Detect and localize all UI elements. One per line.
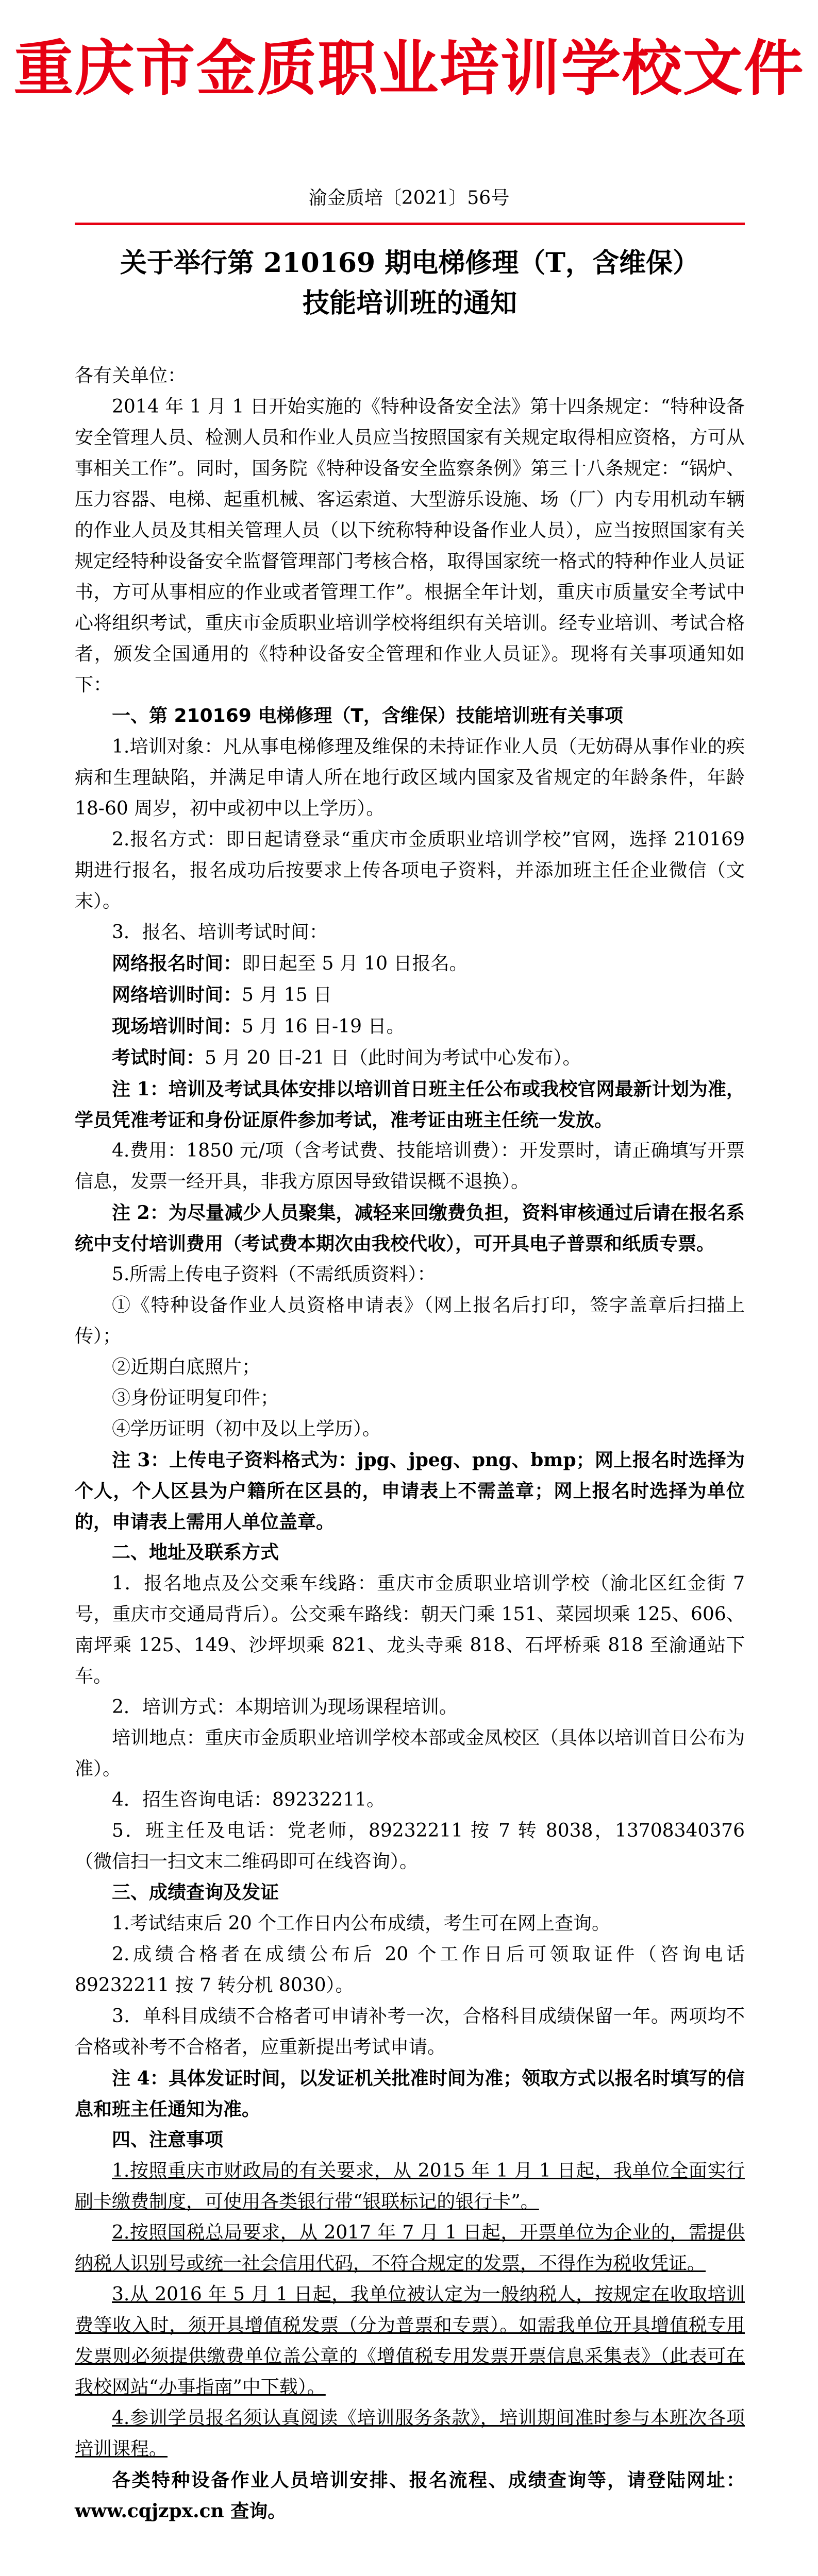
notice-title — [62, 243, 758, 324]
closing-paragraph: 各类特种设备作业人员培训安排、报名流程、成绩查询等，请登陆网址：www.cqjzpx.cn 查询。 — [75, 2469, 745, 2522]
exam-time-label: 考试时间： — [112, 1047, 205, 1069]
notice-title-line2: 技能培训班的通知 — [302, 287, 517, 319]
notice-title-line1: 关于举行第 210169 期电梯修理（T，含维保） — [120, 247, 699, 279]
section-1-item-4: 4.费用：1850 元/项（含考试费、技能培训费）：开发票时，请正确填写开票信息，发票一经开具，非我方原因导致错误概不退换）。 — [75, 1140, 745, 1192]
section-4-item-4: 4.参训学员报名须认真阅读《培训服务条款》，培训期间准时参与本班次各项培训课程。 — [75, 2408, 745, 2460]
section-1-item-5-c: ③身份证明复印件； — [112, 1387, 279, 1409]
document-header-title: 重庆市金质职业培训学校文件 — [13, 34, 805, 104]
note-2: 注 2：为尽量减少人员聚集，减轻来回缴费负担，资料审核通过后请在报名系统中支付培训费用（考试费本期次由我校代收），可开具电子普票和纸质专票。 — [75, 1202, 745, 1255]
section-1-item-2: 2.报名方式：即日起请登录“重庆市金质职业培训学校”官网，选择 210169 期进行报名，报名成功后按要求上传各项电子资料，并添加班主任企业微信（文末）。 — [75, 829, 745, 912]
section-2-item-5: 5．班主任及电话：党老师，89232211 按 7 转 8038，13708340376（微信扫一扫文末二维码即可在线咨询）。 — [75, 1820, 745, 1872]
section-2-item-1: 1．报名地点及公交乘车线路：重庆市金质职业培训学校（渝北区红金街 7 号，重庆市交通局背后）。公交乘车路线：朝天门乘 151、菜园坝乘 125、606、南坪乘 125、149、沙坪坝乘 821、龙头寺乘 818、石坪桥乘 818 至渝通站下车。 — [75, 1573, 745, 1687]
section-1-heading: 一、第 210169 电梯修理（T，含维保）技能培训班有关事项 — [112, 705, 623, 726]
onsite-training-value: 5 月 16 日-19 日。 — [242, 1016, 405, 1037]
network-training-row — [75, 979, 745, 1011]
section-1-item-5-d: ④学历证明（初中及以上学历）。 — [112, 1418, 381, 1439]
section-4-item-1: 1.按照重庆市财政局的有关要求，从 2015 年 1 月 1 日起，我单位全面实行刷卡缴费制度，可使用各类银行带“银联标记的银行卡”。 — [75, 2160, 745, 2212]
online-registration-label: 网络报名时间： — [112, 953, 242, 974]
section-2-address: 培训地点：重庆市金质职业培训学校本部或金凤校区（具体以培训首日公布为准）。 — [75, 1727, 745, 1780]
section-1-item-5: 5.所需上传电子资料（不需纸质资料）： — [112, 1264, 436, 1285]
section-3-item-2: 2.成绩合格者在成绩公布后 20 个工作日后可领取证件（咨询电话 89232211 按 7 转分机 8030）。 — [75, 1944, 745, 1996]
section-4-item-3: 3.从 2016 年 5 月 1 日起，我单位被认定为一般纳税人，按规定在收取培训费等收入时，须开具增值税发票（分为普票和专票）。如需我单位开具增值税专用发票则必须提供缴费单位盖公章的《增值税专用发票开票信息采集表》（此表可在我校网站“办事指南”中下载）。 — [75, 2284, 745, 2398]
section-2-item-4: 4．招生咨询电话：89232211。 — [112, 1789, 386, 1810]
note-1: 注 1：培训及考试具体安排以培训首日班主任公布或我校官网最新计划为准，学员凭准考证和身份证原件参加考试，准考证由班主任统一发放。 — [75, 1078, 745, 1131]
note-4: 注 4：具体发证时间，以发证机关批准时间为准；领取方式以报名时填写的信息和班主任通知为准。 — [75, 2067, 745, 2120]
section-1-item-5-b: ②近期白底照片； — [112, 1357, 261, 1378]
online-registration-value: 即日起至 5 月 10 日报名。 — [242, 953, 468, 974]
network-training-label: 网络培训时间： — [112, 984, 242, 1006]
network-training-value: 5 月 15 日 — [242, 985, 332, 1006]
note-3: 注 3：上传电子资料格式为：jpg、jpeg、png、bmp；网上报名时选择为个人，个人区县为户籍所在区县的，申请表上不需盖章；网上报名时选择为单位的，申请表上需用人单位盖章。 — [75, 1449, 745, 1533]
online-registration-row — [75, 948, 745, 979]
section-3-heading: 三、成绩查询及发证 — [112, 1882, 279, 1903]
exam-time-value: 5 月 20 日-21 日（此时间为考试中心发布）。 — [205, 1047, 581, 1069]
section-2-item-2: 2．培训方式：本期培训为现场课程培训。 — [112, 1697, 458, 1718]
section-1-item-5-a: ①《特种设备作业人员资格申请表》（网上报名后打印，签字盖章后扫描上传）； — [75, 1295, 745, 1347]
document-number: 渝金质培〔2021〕56号 — [308, 188, 510, 209]
exam-time-row — [75, 1042, 745, 1074]
onsite-training-row — [75, 1011, 745, 1042]
onsite-training-label: 现场培训时间： — [112, 1015, 242, 1037]
salutation: 各有关单位： — [75, 365, 187, 386]
section-4-heading: 四、注意事项 — [112, 2129, 224, 2150]
section-1-item-3-title: 3．报名、培训考试时间： — [112, 922, 328, 943]
red-divider-line — [75, 223, 745, 225]
document-body — [75, 361, 745, 2527]
section-3-item-1: 1.考试结束后 20 个工作日内公布成绩，考生可在网上查询。 — [112, 1913, 611, 1934]
section-3-item-3: 3．单科目成绩不合格者可申请补考一次，合格科目成绩保留一年。两项均不合格或补考不合格者，应重新提出考试申请。 — [75, 2006, 745, 2058]
section-2-heading: 二、地址及联系方式 — [112, 1542, 279, 1563]
section-1-item-1: 1.培训对象：凡从事电梯修理及维保的未持证作业人员（无妨碍从事作业的疾病和生理缺陷，并满足申请人所在地行政区域内国家及省规定的年龄条件，年龄 18-60 周岁，初中或初中以上学历）。 — [75, 736, 745, 819]
section-4-item-2: 2.按照国税总局要求，从 2017 年 7 月 1 日起，开票单位为企业的，需提供纳税人识别号或统一社会信用代码，不符合规定的发票，不得作为税收凭证。 — [75, 2222, 745, 2274]
intro-paragraph: 2014 年 1 月 1 日开始实施的《特种设备安全法》第十四条规定：“特种设备安全管理人员、检测人员和作业人员应当按照国家有关规定取得相应资格，方可从事相关工作”。同时，国务院《特种设备安全监察条例》第三十八条规定：“锅炉、压力容器、电梯、起重机械、客运索道、大型游乐设施、场（厂）内专用机动车辆的作业人员及其相关管理人员（以下统称特种设备作业人员），应当按照国家有关规定经特种设备安全监督管理部门考核合格，取得国家统一格式的特种作业人员证书，方可从事相应的作业或者管理工作”。根据全年计划，重庆市质量安全考试中心将组织考试，重庆市金质职业培训学校将组织有关培训。经专业培训、考试合格者，颁发全国通用的《特种设备安全管理和作业人员证》。现将有关事项通知如下： — [75, 396, 745, 696]
